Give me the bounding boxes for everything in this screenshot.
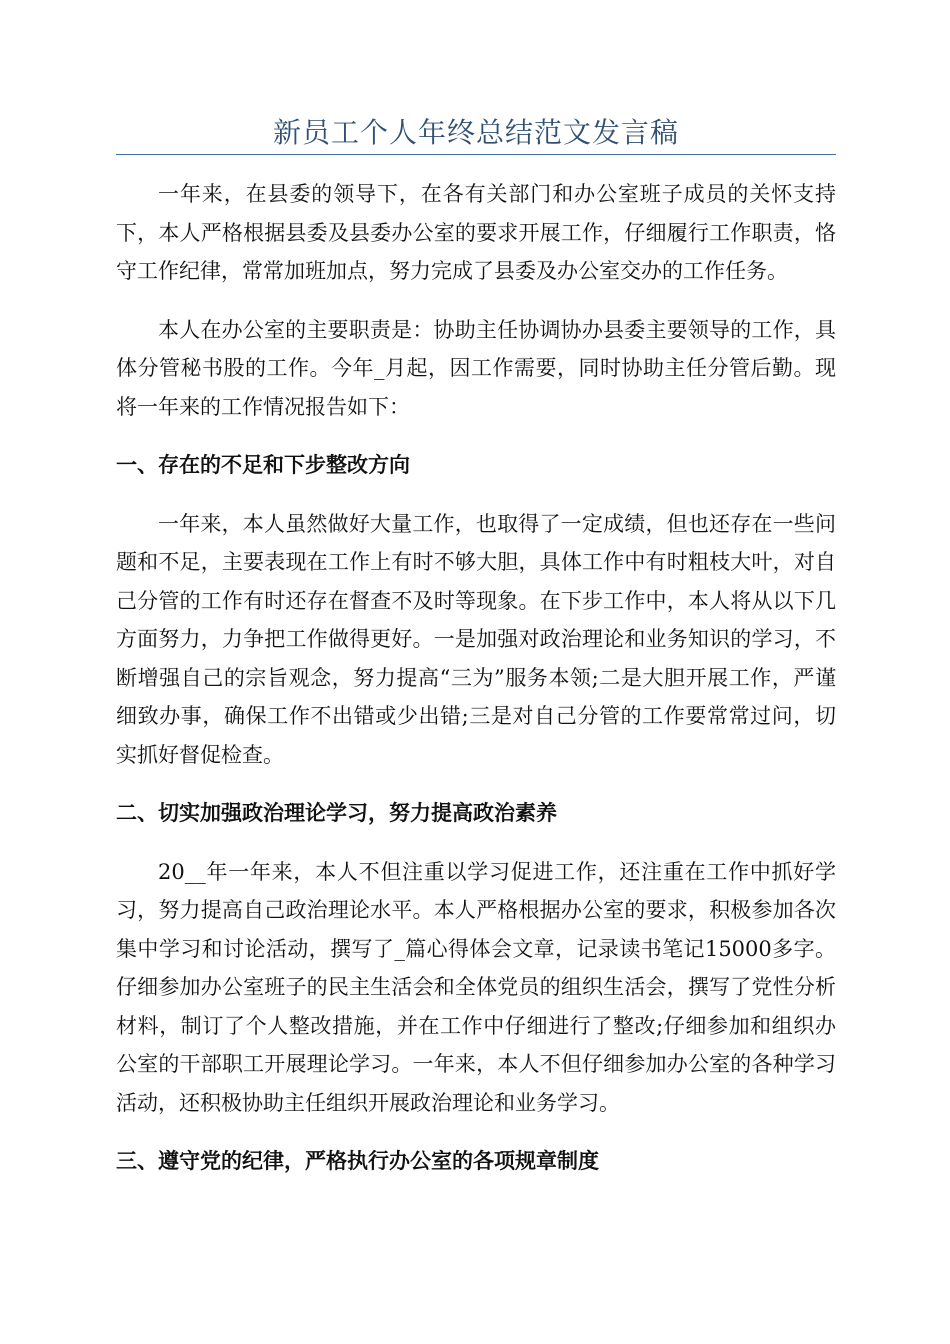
paragraph-duties: 本人在办公室的主要职责是：协助主任协调协办县委主要领导的工作，具体分管秘书股的工作。今年_月起，因工作需要，同时协助主任分管后勤。现将一年来的工作情况报告如下： xyxy=(116,317,836,419)
section-heading-2: 二、切实加强政治理论学习，努力提高政治素养 xyxy=(116,800,557,825)
section-heading-3: 三、遵守党的纪律，严格执行办公室的各项规章制度 xyxy=(116,1148,599,1173)
paragraph-shortcomings: 一年来，本人虽然做好大量工作，也取得了一定成绩，但也还存在一些问题和不足，主要表现在工作上有时不够大胆，具体工作中有时粗枝大叶，对自己分管的工作有时还存在督查不及时等现象。在下步工作中，本人将从以下几方面努力，力争把工作做得更好。一是加强对政治理论和业务知识的学习，不断增强自己的宗旨观念，努力提高“三为”服务本领;二是大胆开展工作，严谨细致办事，确保工作不出错或少出错;三是对自己分管的工作要常常过问，切实抓好督促检查。 xyxy=(116,511,836,767)
document-title: 新员工个人年终总结范文发言稿 xyxy=(272,116,679,149)
document-body xyxy=(116,175,836,1201)
title-divider xyxy=(116,154,836,155)
paragraph-intro: 一年来，在县委的领导下，在各有关部门和办公室班子成员的关怀支持下，本人严格根据县委及县委办公室的要求开展工作，仔细履行工作职责，恪守工作纪律，常常加班加点，努力完成了县委及办公室交办的工作任务。 xyxy=(116,182,836,283)
paragraph-study: 20__年一年来，本人不但注重以学习促进工作，还注重在工作中抓好学习，努力提高自己政治理论水平。本人严格根据办公室的要求，积极参加各次集中学习和讨论活动，撰写了_篇心得体会文章，记录读书笔记15000多字。仔细参加办公室班子的民主生活会和全体党员的组织生活会，撰写了党性分析材料，制订了个人整改措施，并在工作中仔细进行了整改;仔细参加和组织办公室的干部职工开展理论学习。一年来，本人不但仔细参加办公室的各种学习活动，还积极协助主任组织开展政治理论和业务学习。 xyxy=(116,859,836,1115)
section-heading-1: 一、存在的不足和下步整改方向 xyxy=(116,452,410,477)
